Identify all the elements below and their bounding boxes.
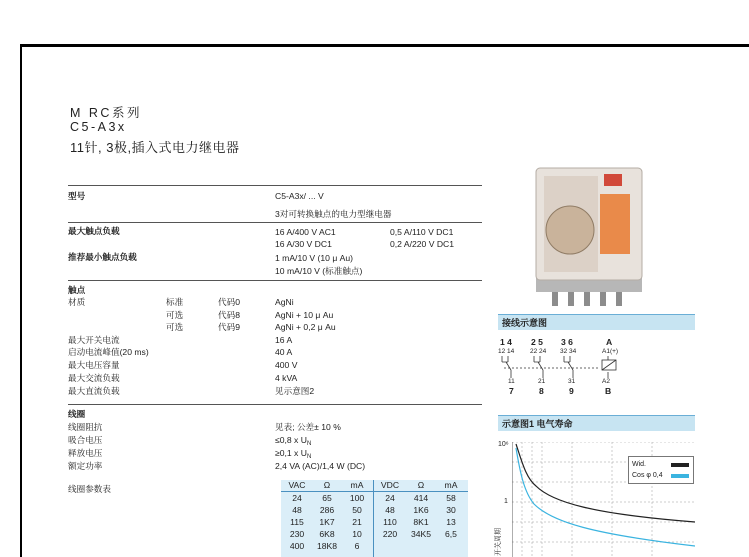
coil-parameter-table — [281, 480, 468, 557]
contact-row-value: 4 kVA — [275, 373, 298, 383]
table-cell: 400 — [289, 541, 305, 551]
terminal-label: 11 — [508, 378, 515, 385]
wiring-diagram — [498, 334, 695, 398]
coil-row-value: 2,4 VA (AC)/1,4 W (DC) — [275, 461, 366, 471]
product-description: 11针, 3极,插入式电力继电器 — [70, 140, 240, 155]
top-rule — [20, 44, 749, 47]
table-header-rule — [281, 491, 468, 492]
table-cell: 230 — [289, 529, 305, 539]
mat-code: 代码8 — [218, 310, 240, 320]
table-cell: 1K6 — [413, 505, 429, 515]
terminal-label: 31 — [568, 378, 576, 385]
terminal-label: A2 — [602, 378, 610, 385]
contact-row-value: 16 A — [275, 335, 293, 345]
pin-number: 1 4 — [500, 337, 512, 347]
table-cell: 1K7 — [319, 517, 335, 527]
material-label: 材质 — [68, 297, 86, 307]
pin-number: 8 — [539, 386, 544, 396]
mat-val: AgNi + 10 μ Au — [275, 310, 334, 320]
coil-table-label: 线圈参数表 — [68, 484, 111, 494]
relay-flag — [604, 174, 622, 186]
contact-row-value: 40 A — [275, 347, 293, 357]
terminal-label: 12 14 — [498, 348, 515, 355]
type-desc: 3对可转换触点的电力型继电器 — [275, 209, 392, 219]
table-header: VAC — [288, 480, 306, 490]
separator — [68, 404, 482, 405]
pin-number: 7 — [509, 386, 514, 396]
terminal-label: A1(+) — [602, 348, 619, 355]
legend-label: Wid. — [632, 461, 646, 468]
relay-pin — [600, 292, 606, 306]
max-load-label: 最大触点负载 — [68, 226, 120, 236]
model-title: C5-A3x — [70, 120, 127, 134]
table-cell: 414 — [413, 493, 429, 503]
max-load-1a: 16 A/400 V AC1 — [275, 227, 336, 237]
table-cell: 30 — [446, 505, 456, 515]
contact-row-label: 最大交流负载 — [68, 373, 120, 383]
mat-opt: 可选 — [166, 310, 184, 320]
coil-row-value: 见表; 公差± 10 % — [275, 422, 341, 432]
relay-pin — [568, 292, 574, 306]
min-load-2: 10 mA/10 V (标准触点) — [275, 266, 363, 276]
wiring-header: 接线示意图 — [498, 314, 695, 330]
table-cell: 34K5 — [410, 529, 432, 539]
table-header: mA — [444, 480, 458, 490]
table-cell: 65 — [322, 493, 332, 503]
separator — [68, 280, 482, 281]
table-cell: 18K8 — [316, 541, 338, 551]
coil-row-value: ≥0,1 x $U_N$ — [275, 448, 312, 460]
table-cell: 13 — [446, 517, 456, 527]
y-tick-label: 1 — [504, 498, 508, 505]
relay-pin — [616, 292, 622, 306]
relay-coil — [546, 206, 594, 254]
table-cell: 286 — [319, 505, 335, 515]
table-header: VDC — [380, 480, 400, 490]
separator — [68, 222, 482, 223]
contact-row-value: 见示意图2 — [275, 386, 315, 396]
contact-row-label: 最大电压容量 — [68, 360, 120, 370]
terminal-label: 32 34 — [560, 348, 577, 355]
max-load-2b: 0,2 A/220 V DC1 — [390, 239, 455, 249]
table-cell: 6 — [354, 541, 360, 551]
max-load-2a: 16 A/30 V DC1 — [275, 239, 332, 249]
pin-number: 3 6 — [561, 337, 573, 347]
coil-row-value: ≤0,8 x $U_N$ — [275, 435, 312, 447]
left-rule — [20, 44, 22, 557]
table-cell: 6K8 — [319, 529, 335, 539]
table-cell: 21 — [352, 517, 362, 527]
legend-label: Cos φ 0,4 — [632, 472, 663, 479]
contact-row-label: 启动电流峰值(20 ms) — [68, 347, 149, 357]
coil-row-label: 吸合电压 — [68, 435, 103, 445]
table-cell: 6,5 — [445, 529, 457, 539]
y-axis-label: 开关周期 — [495, 528, 502, 556]
relay-pin — [584, 292, 590, 306]
min-load-label: 推荐最小触点负载 — [68, 252, 137, 262]
legend-swatch — [671, 474, 689, 478]
min-load-1: 1 mA/10 V (10 μ Au) — [275, 253, 354, 263]
mat-val: AgNi + 0,2 μ Au — [275, 322, 336, 332]
chart-legend — [628, 456, 694, 484]
max-load-1b: 0,5 A/110 V DC1 — [390, 227, 454, 237]
chart-header: 示意图1 电气寿命 — [498, 415, 695, 431]
table-divider — [373, 480, 374, 557]
series-title: M RC系列 — [70, 106, 142, 120]
table-cell: 220 — [382, 529, 398, 539]
terminal-label: 21 — [538, 378, 546, 385]
mat-val: AgNi — [275, 297, 294, 307]
coil-row-label: 释放电压 — [68, 448, 103, 458]
electrical-life-chart — [495, 432, 695, 557]
mat-opt: 可选 — [166, 322, 184, 332]
table-cell: 24 — [385, 493, 395, 503]
table-cell: 8K1 — [413, 517, 429, 527]
relay-orange-actuator — [600, 194, 630, 254]
type-value: C5-A3x/ ... V — [275, 191, 324, 201]
coil-label: 线圈 — [68, 409, 86, 419]
table-cell: 58 — [446, 493, 456, 503]
terminal-label: 22 24 — [530, 348, 547, 355]
table-cell: 100 — [349, 493, 365, 503]
contact-row-label: 最大直流负载 — [68, 386, 120, 396]
table-header: Ω — [323, 480, 331, 490]
pin-number: 2 5 — [531, 337, 543, 347]
contact-row-label: 最大开关电流 — [68, 335, 120, 345]
table-header: Ω — [417, 480, 425, 490]
y-tick-label: 10⁶ — [498, 441, 509, 448]
table-cell: 10 — [352, 529, 362, 539]
table-cell: 48 — [385, 505, 395, 515]
relay-photo — [530, 160, 648, 310]
mat-opt: 标准 — [166, 297, 184, 307]
table-cell: 48 — [292, 505, 302, 515]
pin-number: B — [605, 386, 612, 396]
mat-code: 代码9 — [218, 322, 240, 332]
mat-code: 代码0 — [218, 297, 240, 307]
table-cell: 50 — [352, 505, 362, 515]
pin-number: A — [606, 337, 613, 347]
separator — [68, 185, 482, 186]
table-cell: 110 — [383, 517, 397, 527]
coil-row-label: 线圈阻抗 — [68, 422, 103, 432]
contacts-label: 触点 — [68, 285, 86, 295]
table-header: mA — [350, 480, 364, 490]
pin-number: 9 — [569, 386, 574, 396]
type-label: 型号 — [68, 191, 86, 201]
contact-row-value: 400 V — [275, 360, 298, 370]
table-cell: 115 — [290, 517, 304, 527]
coil-row-label: 额定功率 — [68, 461, 103, 471]
legend-swatch — [671, 463, 689, 467]
table-cell: 24 — [292, 493, 302, 503]
relay-pin — [552, 292, 558, 306]
